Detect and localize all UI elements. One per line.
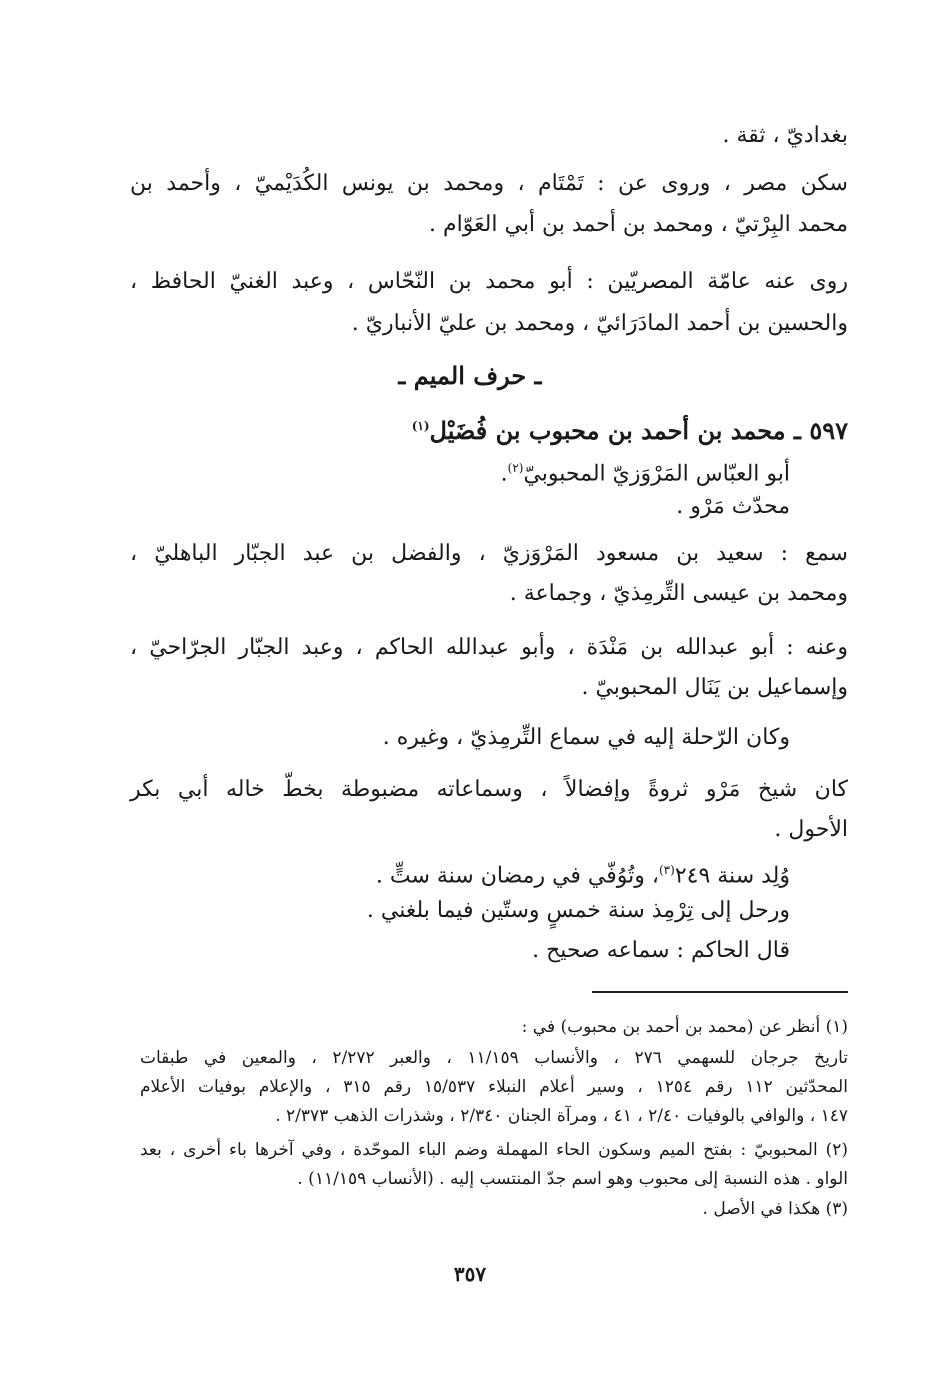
birth-text-a: وُلِد سنة ٢٤٩ [674, 863, 790, 889]
footnote-marker: (١) [411, 419, 430, 433]
text-line: سمع : سعيد بن مسعود المَرْوَزيّ ، والفضل بن عبد الجبّار الباهليّ ، [130, 541, 848, 566]
footnote-line: تاريخ جرجان للسهمي ٢٧٦ ، والأنساب ١١/١٥٩ ، والعبر ٢/٢٧٢ ، والمعين في طبقات [140, 1048, 848, 1068]
kunya-end: . [500, 461, 508, 487]
footnote-line: الواو . هذه النسبة إلى محبوب وهو اسم جدّ المنتسب إليه . (الأنساب ١١/١٥٩) . [297, 1169, 848, 1189]
entry-heading [412, 408, 848, 449]
footnote-line: ١٤٧ ، والوافي بالوفيات ٢/٤٠ ، ٤١ ، ومرآة الجنان ٢/٣٤٠ ، وشذرات الذهب ٢/٣٧٣ . [275, 1106, 848, 1126]
text-line: ومحمد بن عيسى التِّرمِذيّ ، وجماعة . [509, 581, 848, 606]
text-line: وإسماعيل بن يَنَال المحبوبيّ . [581, 675, 848, 700]
page-number: ٣٥٧ [453, 1262, 487, 1286]
footnote-line: (٣) هكذا في الأصل . [702, 1199, 848, 1219]
text-line: الأحول . [774, 817, 848, 842]
kunya-text: أبو العبّاس المَرْوَزيّ المحبوبيّ [523, 461, 790, 487]
text-line: كان شيخ مَرْو ثروةً وإفضالاً ، وسماعاته مضبوطة بخطّ خاله أبي بكر [130, 777, 848, 802]
footnote-marker: (٢) [507, 461, 524, 475]
section-heading: ـ حرف الميم ـ [398, 361, 542, 390]
footnote-marker: (٣) [658, 863, 675, 877]
footnote-line: (١) أنظر عن (محمد بن أحمد بن محبوب) في : [521, 1017, 848, 1037]
text-line: ورحل إلى تِرْمِذ سنة خمسٍ وستّين فيما بلغني . [366, 898, 790, 923]
kunya-line [501, 450, 790, 492]
footnote-line: (٢) المحبوبيّ : بفتح الميم وسكون الحاء المهملة وضم الباء الموحّدة ، وفي آخرها باء أخرى ، بعد [140, 1140, 848, 1160]
footnote-separator [592, 991, 848, 993]
footnote-line: المحدّثين ١١٢ رقم ١٢٥٤ ، وسير أعلام النبلاء ١٥/٥٣٧ رقم ٣١٥ ، والإعلام بوفيات الأعلام [140, 1077, 848, 1097]
text-line: وكان الرّحلة إليه في سماع التِّرمِذيّ ، وغيره . [382, 725, 790, 750]
text-line: محدّث مَرْو . [676, 494, 790, 519]
text-line: وعنه : أبو عبدالله بن مَنْدَة ، وأبو عبدالله الحاكم ، وعبد الجبّار الجرّاحيّ ، [130, 635, 848, 660]
birth-line [376, 852, 790, 894]
text-line: سكن مصر ، وروى عن : تَمْتَام ، ومحمد بن يونس الكُدَيْميّ ، وأحمد بن [130, 171, 848, 196]
text-line: قال الحاكم : سماعه صحيح . [532, 938, 790, 963]
text-line: بغداديّ ، ثقة . [722, 123, 848, 148]
text-line: محمد البِرْتيّ ، ومحمد بن أحمد بن أبي العَوّام . [428, 212, 848, 237]
birth-text-b: ، وتُوُفّي في رمضان سنة ستٍّ . [375, 863, 659, 889]
text-line: روى عنه عامّة المصريّين : أبو محمد بن النّحّاس ، وعبد الغنيّ الحافظ ، [130, 269, 848, 294]
text-line: والحسين بن أحمد المادَرَائيّ ، ومحمد بن عليّ الأنباريّ . [351, 311, 848, 336]
entry-heading-text: ٥٩٧ ـ محمد بن أحمد بن محبوب بن فُضَيْل [429, 416, 848, 445]
